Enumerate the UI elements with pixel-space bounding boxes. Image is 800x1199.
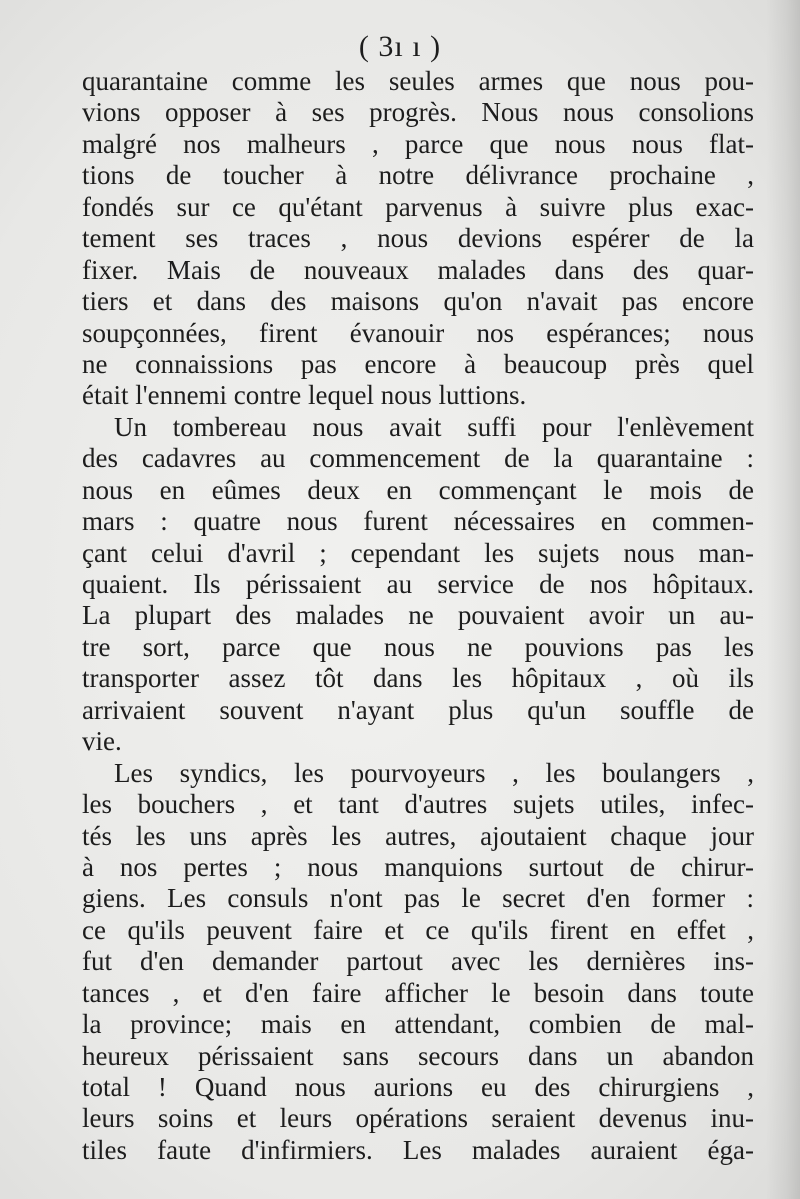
page-edge-shadow (766, 0, 800, 1199)
text-line: tement ses traces , nous devions espérer de la (82, 223, 754, 254)
text-line: La plupart des malades ne pouvaient avoir un au- (82, 600, 754, 631)
paragraph-start-line: Un tombereau nous avait suffi pour l'enlèvement (114, 411, 754, 442)
body-text (82, 66, 754, 1166)
text-line: tiles faute d'infirmiers. Les malades auraient éga- (82, 1134, 754, 1165)
text-line: tés les uns après les autres, ajoutaient chaque jour (82, 820, 754, 851)
text-line: transporter assez tôt dans les hôpitaux , où ils (82, 663, 754, 694)
text-line: à nos pertes ; nous manquions surtout de chirur- (82, 851, 754, 882)
text-line: nous en eûmes deux en commençant le mois de (82, 474, 754, 505)
text-line: fondés sur ce qu'étant parvenus à suivre plus exac- (82, 191, 754, 222)
text-line: mars : quatre nous furent nécessaires en commen- (82, 506, 754, 537)
text-line: fixer. Mais de nouveaux malades dans des quar- (82, 254, 754, 285)
text-line: çant celui d'avril ; cependant les sujets nous man- (82, 537, 754, 568)
text-line: fut d'en demander partout avec les dernières ins- (82, 946, 754, 977)
paragraph-end-line: était l'ennemi contre lequel nous luttions. (82, 380, 527, 411)
text-line: tiers et dans des maisons qu'on n'avait pas encore (82, 286, 754, 317)
text-line: la province; mais en attendant, combien de mal- (82, 1009, 754, 1040)
text-line: ne connaissions pas encore à beaucoup près quel (82, 348, 754, 379)
text-line: arrivaient souvent n'ayant plus qu'un souffle de (82, 694, 754, 725)
text-line: des cadavres au commencement de la quarantaine : (82, 443, 754, 474)
text-line: vions opposer à ses progrès. Nous nous consolions (82, 97, 754, 128)
text-line: tre sort, parce que nous ne pouvions pas les (82, 631, 754, 662)
text-line: quarantaine comme les seules armes que nous pou- (82, 66, 754, 96)
text-line: quaient. Ils périssaient au service de nos hôpitaux. (82, 569, 754, 599)
text-line: tions de toucher à notre délivrance prochaine , (82, 160, 754, 191)
paragraph-end-line: vie. (82, 726, 122, 757)
paragraph-start-line: Les syndics, les pourvoyeurs , les boulangers , (114, 757, 754, 788)
text-line: heureux périssaient sans secours dans un abandon (82, 1040, 754, 1071)
text-line: soupçonnées, firent évanouir nos espérances; nous (82, 317, 754, 348)
text-line: leurs soins et leurs opérations seraient devenus inu- (82, 1103, 754, 1134)
text-line: giens. Les consuls n'ont pas le secret d'en former : (82, 883, 754, 914)
text-line: ce qu'ils peuvent faire et ce qu'ils firent en effet , (82, 914, 754, 945)
text-line: total ! Quand nous aurions eu des chirurgiens , (82, 1072, 754, 1102)
text-line: malgré nos malheurs , parce que nous nous flat- (82, 128, 754, 159)
text-line: tances , et d'en faire afficher le besoin dans toute (82, 977, 754, 1008)
page-number: ( 3ı ı ) (358, 30, 442, 63)
text-line: les bouchers , et tant d'autres sujets utiles, infec- (82, 789, 754, 820)
